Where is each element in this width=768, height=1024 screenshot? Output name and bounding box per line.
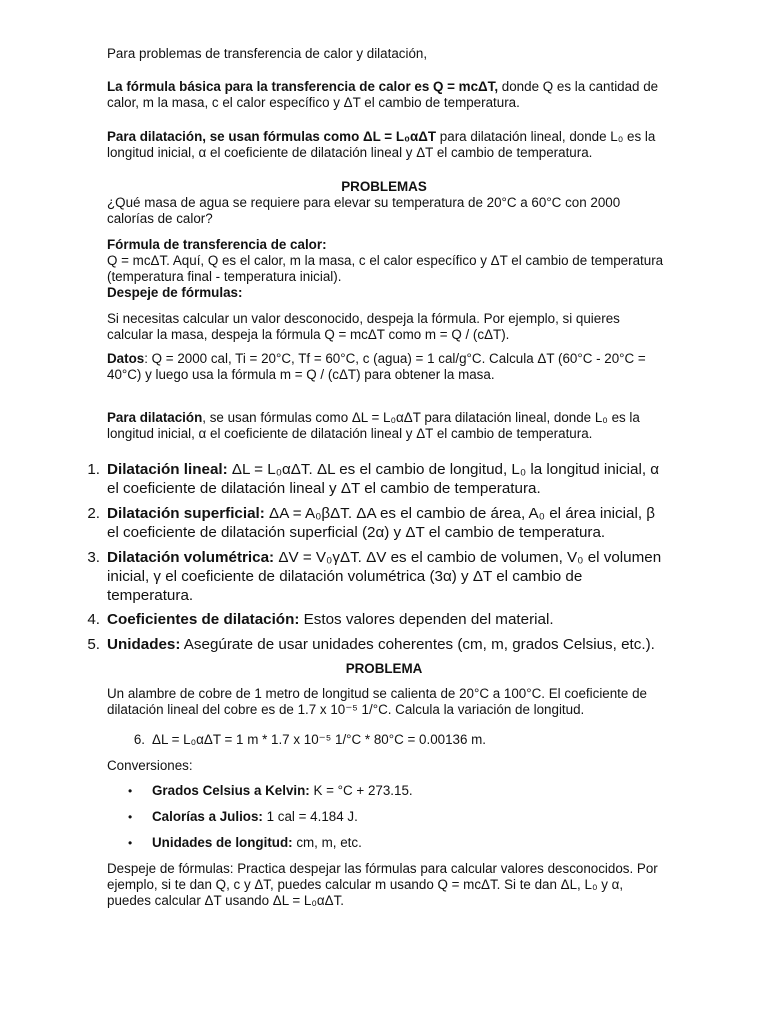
list-item-title: Coeficientes de dilatación: (107, 611, 300, 628)
despeje-text: Si necesitas calcular un valor desconocido, despeja la fórmula. Por ejemplo, si quieres calcular la masa, despeja la fórmula Q = mcΔT como m = Q / (cΔT). (107, 311, 620, 342)
heat-section-title: Fórmula de transferencia de calor: (107, 237, 327, 252)
bullet-text: 1 cal = 4.184 J. (262, 809, 358, 824)
datos-label: Datos (107, 351, 145, 366)
problem-text: Un alambre de cobre de 1 metro de longitud se calienta de 20°C a 100°C. El coeficiente de dilatación lineal del cobre es de 1.7 x 10⁻⁵ 1/°C. Calcula la variación de longitud. (107, 686, 647, 717)
bullet-title: Calorías a Julios: (152, 809, 263, 824)
list-item-text: Estos valores dependen del material. (299, 611, 554, 628)
list-item-dilatacion-lineal (107, 460, 667, 498)
list-item-text: Asegúrate de usar unidades coherentes (cm, m, grados Celsius, etc.). (180, 636, 655, 653)
list-number: 3. (87, 549, 100, 566)
despeje-title: Despeje de fórmulas: (107, 285, 243, 300)
bullet-title: Unidades de longitud: (152, 835, 293, 850)
dilation-formula-rest: para dilatación lineal, donde L₀ es la longitud inicial, α el coeficiente de dilatación lineal y ΔT el cambio de temperatura. (107, 129, 656, 160)
question-text: ¿Qué masa de agua se requiere para elevar su temperatura de 20°C a 60°C con 2000 calorías de calor? (107, 195, 621, 226)
problem-heading: PROBLEMA (345, 661, 423, 676)
dilation-formula-paragraph (107, 129, 667, 161)
conversions-label: Conversiones: (107, 758, 193, 773)
heat-formula-paragraph (107, 79, 667, 111)
bullet-item-kelvin (152, 783, 672, 799)
list-number: 5. (87, 636, 100, 653)
heat-section (107, 237, 667, 301)
dilation-paragraph-rest: , se usan fórmulas como ΔL = L₀αΔT para dilatación lineal, donde L₀ es la longitud inicial, α el coeficiente de dilatación lineal y ΔT el cambio de temperatura. (107, 410, 640, 441)
item6-text: ΔL = L₀αΔT = 1 m * 1.7 x 10⁻⁵ 1/°C * 80°C = 0.00136 m. (152, 732, 487, 747)
list-item-unidades (107, 635, 687, 654)
list-number: 1. (87, 461, 100, 478)
list-item-title: Dilatación superficial: (107, 505, 265, 522)
heat-formula-rest: donde Q es la cantidad de calor, m la masa, c el calor específico y ΔT el cambio de temperatura. (107, 79, 659, 110)
list-item-title: Dilatación volumétrica: (107, 549, 275, 566)
datos-text: : Q = 2000 cal, Ti = 20°C, Tf = 60°C, c (agua) = 1 cal/g°C. Calcula ΔT (60°C - 20°C = 40°C) y luego usa la fórmula m = Q / (cΔT) para obtener la masa. (107, 351, 646, 382)
dilation-paragraph-bold: Para dilatación (107, 410, 203, 425)
list-item-dilatacion-superficial (107, 504, 667, 542)
bullet-icon: • (128, 810, 133, 824)
dilation-formula-bold: Para dilatación, se usan fórmulas como ΔL = L₀αΔT (107, 129, 437, 144)
bullet-icon: • (128, 836, 133, 850)
bullet-title: Grados Celsius a Kelvin: (152, 783, 310, 798)
heat-section-body: Q = mcΔT. Aquí, Q es el calor, m la masa, c el calor específico y ΔT el cambio de temperatura (temperatura final - temperatura inicial). (107, 253, 664, 284)
bullet-item-julios (152, 809, 672, 825)
list-item-text: ΔV = V₀γΔT. ΔV es el cambio de volumen, V₀ el volumen inicial, γ el coeficiente de dilatación volumétrica (3α) y ΔT el cambio de temperatura. (107, 549, 662, 604)
list-item-title: Unidades: (107, 636, 181, 653)
list-item-coeficientes (107, 610, 687, 629)
heat-formula-bold: La fórmula básica para la transferencia de calor es Q = mcΔT, (107, 79, 499, 94)
list-item-text: ΔL = L₀αΔT. ΔL es el cambio de longitud, L₀ la longitud inicial, α el coeficiente de dilatación lineal y ΔT el cambio de temperatura. (107, 461, 660, 497)
list-number: 4. (87, 611, 100, 628)
bullet-text: cm, m, etc. (292, 835, 362, 850)
bullet-item-longitud (152, 835, 672, 851)
bullet-icon: • (128, 784, 133, 798)
intro-text: Para problemas de transferencia de calor y dilatación, (107, 46, 428, 61)
problems-heading: PROBLEMAS (341, 179, 427, 194)
list-number: 2. (87, 505, 100, 522)
item6-number: 6. (133, 732, 145, 747)
bullet-text: K = °C + 273.15. (309, 783, 413, 798)
list-item-text: ΔA = A₀βΔT. ΔA es el cambio de área, A₀ el área inicial, β el coeficiente de dilatación superficial (2α) y ΔT el cambio de temperatura. (107, 505, 656, 541)
dilation-paragraph (107, 410, 667, 442)
datos-paragraph (107, 351, 667, 383)
final-paragraph: Despeje de fórmulas: Practica despejar las fórmulas para calcular valores desconocidos. Por ejemplo, si te dan Q, c y ΔT, puedes calcular m usando Q = mcΔT. Si te dan ΔL, L₀ y α, puedes calcular ΔT usando ΔL = L₀αΔT. (107, 861, 658, 908)
list-item-title: Dilatación lineal: (107, 461, 228, 478)
list-item-dilatacion-volumetrica (107, 548, 667, 605)
